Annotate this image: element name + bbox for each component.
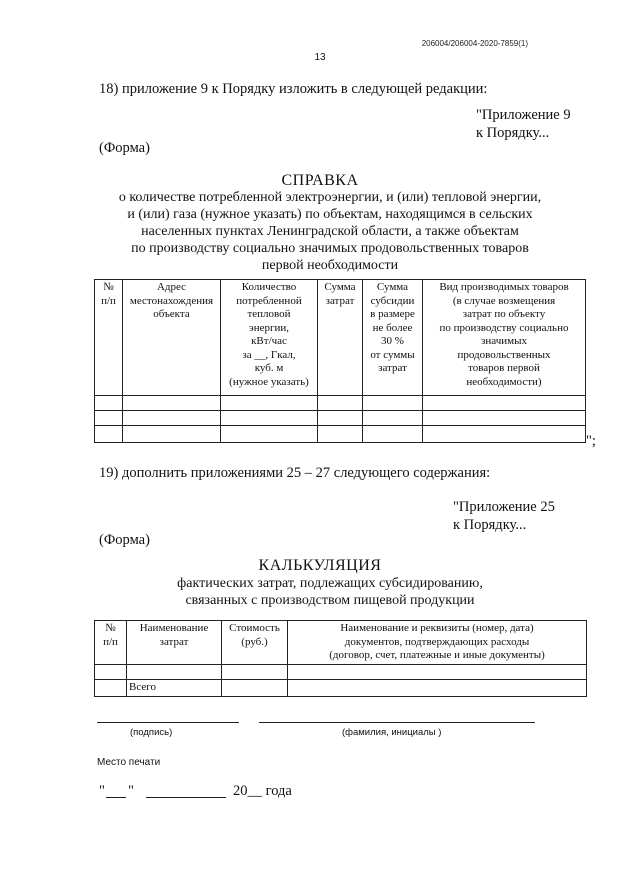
- col-number-header: № п/п: [95, 621, 127, 665]
- form-label-2: (Форма): [99, 532, 150, 548]
- col-cost-header: Сумма затрат: [318, 280, 363, 396]
- form2-subtitle-line: фактических затрат, подлежащих субсидированию,: [177, 576, 483, 591]
- form2-header-row: [95, 621, 587, 665]
- form2-title: КАЛЬКУЛЯЦИЯ: [258, 557, 382, 574]
- form1-title: СПРАВКА: [281, 172, 359, 189]
- item-18-text: 18) приложение 9 к Порядку изложить в следующей редакции:: [99, 81, 488, 97]
- col-address-header: Адрес местонахождения объекта: [123, 280, 221, 396]
- form1-subtitle: [60, 189, 600, 274]
- page-number: 13: [314, 52, 326, 63]
- col-documents-header: Наименование и реквизиты (номер, дата) документов, подтверждающих расходы (договор, счет, платежные и иные документы): [288, 621, 587, 665]
- table-row: [95, 411, 586, 426]
- col-expense-name-header: Наименование затрат: [127, 621, 222, 665]
- form1-subtitle-line: первой необходимости: [261, 258, 399, 273]
- date-open-quote: ": [99, 783, 105, 799]
- form1-header-row: [95, 280, 586, 396]
- name-line: [259, 722, 535, 723]
- col-goods-header: Вид производимых товаров (в случае возмещения затрат по объекту по производству социально значимых продовольственных товаров первой необходимости): [423, 280, 586, 396]
- name-caption: (фамилия, инициалы ): [342, 727, 442, 738]
- item-19-text: 19) дополнить приложениями 25 – 27 следующего содержания:: [99, 465, 491, 481]
- date-day-line: [106, 797, 126, 798]
- table-row: [95, 426, 586, 443]
- col-number-header: № п/п: [95, 280, 123, 396]
- date-close-quote: ": [128, 783, 134, 799]
- form2-table: [94, 620, 587, 697]
- form1-subtitle-line: о количестве потребленной электроэнергии, и (или) тепловой энергии,: [118, 190, 542, 205]
- total-row: [95, 680, 587, 697]
- stamp-label: Место печати: [97, 757, 161, 768]
- form2-subtitle-line: связанных с производством пищевой продукции: [185, 593, 475, 608]
- form1-table: [94, 279, 586, 443]
- form1-subtitle-line: и (или) газа (нужное указать) по объектам, находящимся в сельских: [127, 207, 533, 222]
- form-label-1: (Форма): [99, 140, 150, 156]
- col-subsidy-header: Сумма субсидии в размере не более 30 % от суммы затрат: [363, 280, 423, 396]
- signature-caption: (подпись): [130, 727, 173, 738]
- date-year: 20__ года: [233, 783, 292, 799]
- appendix-9-line2: к Порядку...: [476, 125, 550, 141]
- form2-subtitle: [60, 575, 600, 609]
- document-code: 206004/206004-2020-7859(1): [421, 39, 528, 48]
- appendix-9-line1: "Приложение 9: [476, 107, 571, 123]
- appendix-25-line2: к Порядку...: [453, 517, 527, 533]
- table-row: [95, 665, 587, 680]
- table-row: [95, 396, 586, 411]
- col-quantity-header: Количество потребленной тепловой энергии, кВт/час за __, Гкал, куб. м (нужное указать): [221, 280, 318, 396]
- col-price-header: Стоимость (руб.): [222, 621, 288, 665]
- form1-subtitle-line: населенных пунктах Ленинградской области, а также объектам: [141, 224, 519, 239]
- total-label: Всего: [127, 680, 222, 697]
- date-month-line: [146, 797, 226, 798]
- signature-line: [97, 722, 239, 723]
- form1-subtitle-line: по производству социально значимых продовольственных товаров: [131, 241, 529, 256]
- appendix-25-line1: "Приложение 25: [453, 499, 555, 515]
- form1-end-mark: ";: [586, 433, 596, 449]
